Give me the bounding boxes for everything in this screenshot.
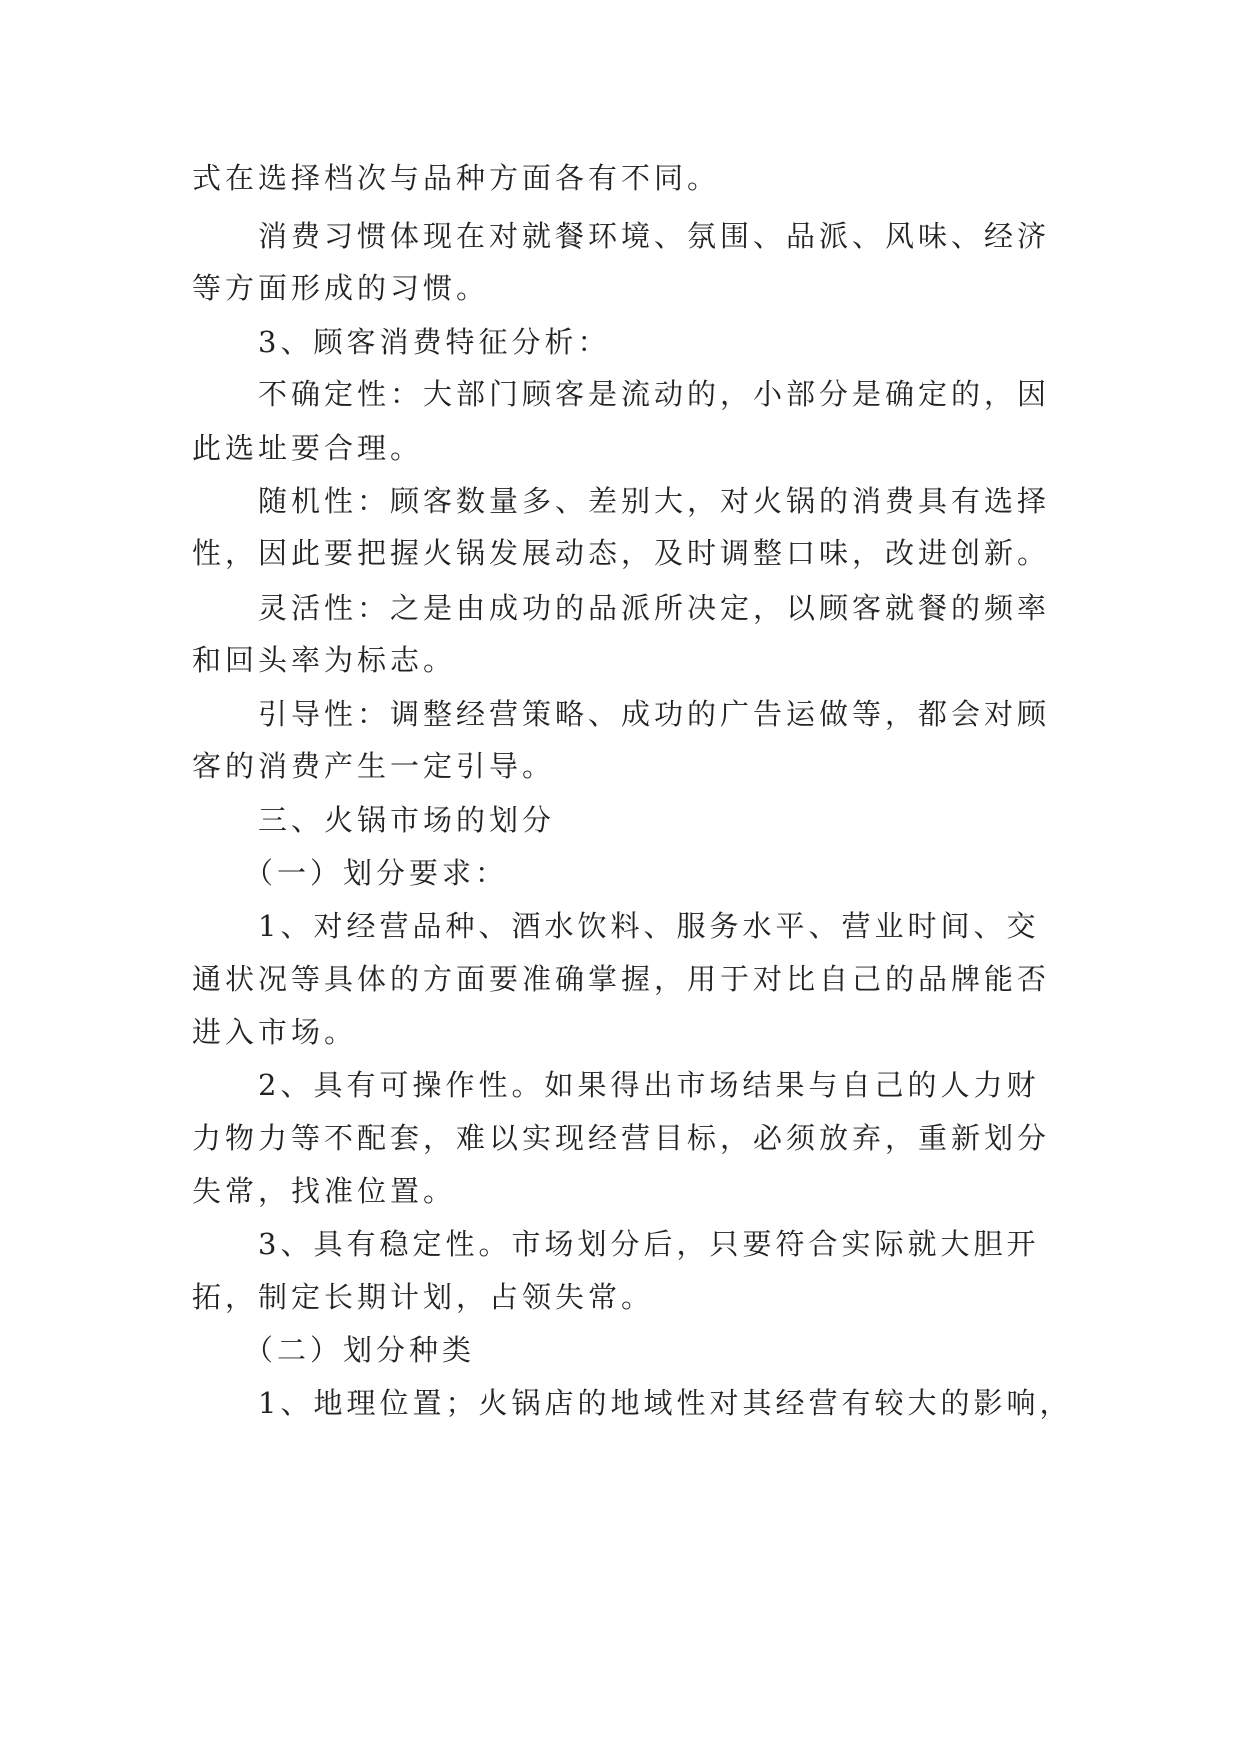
text-line: 性，因此要把握火锅发展动态，及时调整口味，改进创新。	[192, 536, 1051, 570]
text-line: 拓，制定长期计划，占领失常。	[192, 1280, 655, 1314]
text-line: 和回头率为标志。	[192, 643, 457, 677]
text-line: 不确定性：大部门顾客是流动的，小部分是确定的，因	[258, 377, 1051, 411]
text-line: 式在选择档次与品种方面各有不同。	[192, 161, 721, 195]
text-line: 3、具有稳定性。市场划分后，只要符合实际就大胆开	[258, 1227, 1040, 1261]
text-line: 2、具有可操作性。如果得出市场结果与自己的人力财	[258, 1068, 1040, 1102]
text-line: 进入市场。	[192, 1015, 358, 1049]
text-line: 失常，找准位置。	[192, 1174, 457, 1208]
text-line: 灵活性：之是由成功的品派所决定，以顾客就餐的频率	[258, 591, 1051, 625]
text-line: 引导性：调整经营策略、成功的广告运做等，都会对顾	[258, 697, 1051, 731]
subsection-heading: （一）划分要求：	[244, 856, 509, 890]
text-line: 3、顾客消费特征分析：	[258, 325, 611, 359]
text-line: 等方面形成的习惯。	[192, 271, 490, 305]
text-line: 随机性：顾客数量多、差别大，对火锅的消费具有选择	[258, 484, 1051, 518]
text-line: 1、对经营品种、酒水饮料、服务水平、营业时间、交	[258, 909, 1040, 943]
text-line: 通状况等具体的方面要准确掌握，用于对比自己的品牌能否	[192, 962, 1051, 996]
text-line: 力物力等不配套，难以实现经营目标，必须放弃，重新划分	[192, 1121, 1051, 1155]
text-line: 此选址要合理。	[192, 431, 424, 465]
text-line: 消费习惯体现在对就餐环境、氛围、品派、风味、经济	[258, 219, 1051, 253]
text-line: 客的消费产生一定引导。	[192, 749, 556, 783]
section-heading: 三、火锅市场的划分	[258, 803, 556, 837]
text-line: 1、地理位置；火锅店的地域性对其经营有较大的影响，	[258, 1386, 1073, 1420]
subsection-heading: （二）划分种类	[244, 1333, 476, 1367]
